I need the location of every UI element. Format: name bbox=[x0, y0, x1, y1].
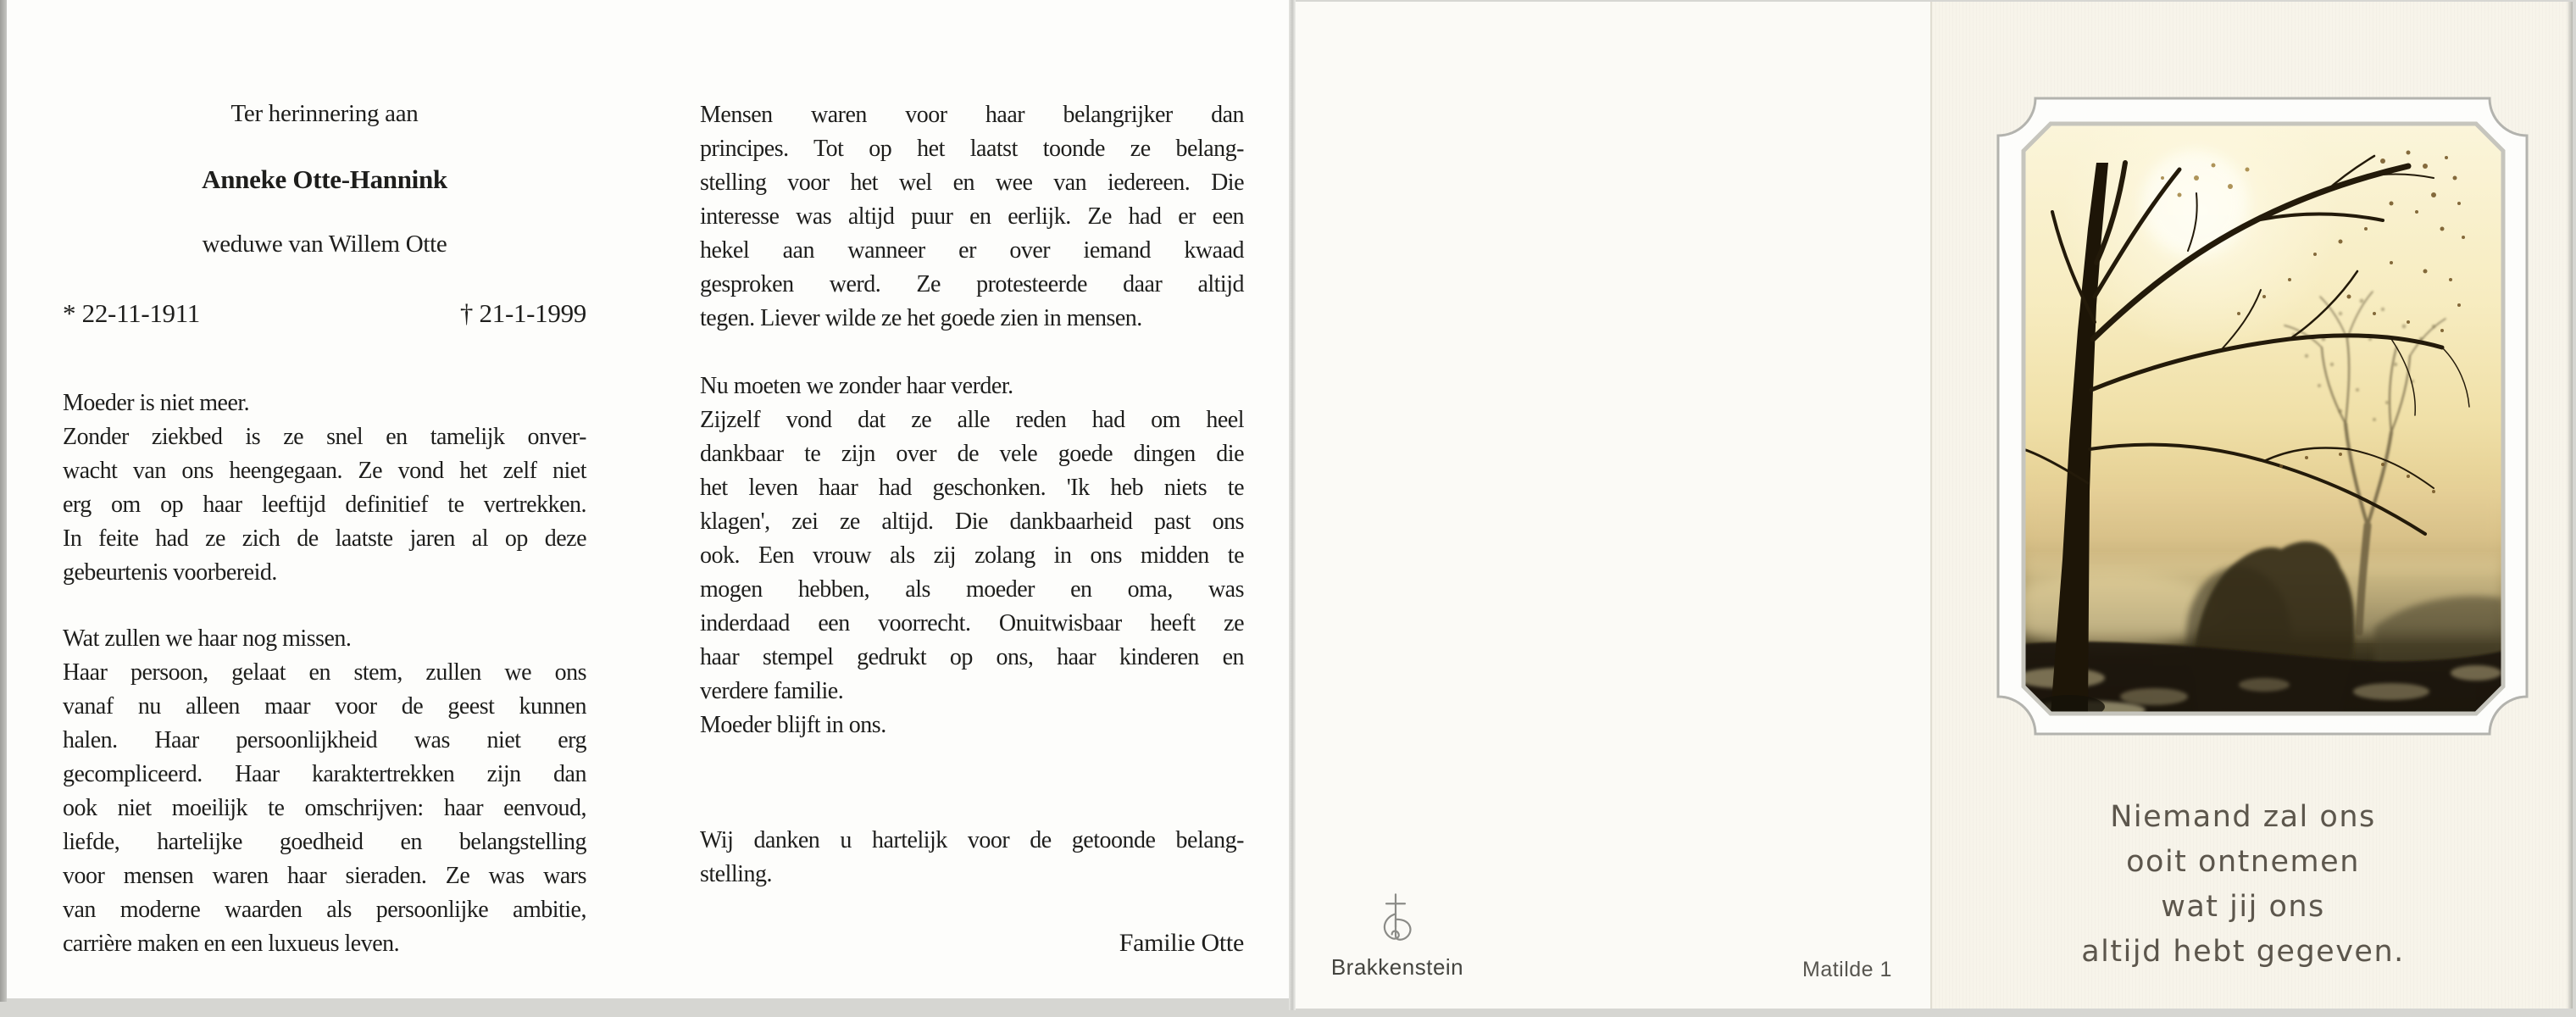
quote-line: Niemand zal ons bbox=[2110, 800, 2376, 834]
misty-trees-photo bbox=[1985, 85, 2540, 747]
text-line: klagen', zei ze altijd. Die dankbaarheid past ons bbox=[700, 508, 1244, 535]
text-line: inderdaad een voorrecht. Onuitwisbaar heeft ze bbox=[700, 610, 1244, 636]
text-line: gebeurtenis voorbereid. bbox=[63, 559, 277, 586]
scan-left-edge-shadow bbox=[0, 0, 7, 1002]
text-line: ook niet moeilijk te omschrijven: haar eenvoud, bbox=[63, 795, 586, 821]
family-signature: Familie Otte bbox=[1119, 929, 1244, 957]
text-line: liefde, hartelijke goedheid en belangstelling bbox=[63, 829, 586, 855]
text-line: vanaf nu alleen maar voor de geest kunnen bbox=[63, 693, 586, 720]
text-line: haar stempel gedrukt op ons, haar kinderen en bbox=[700, 644, 1244, 670]
cover-pages bbox=[1296, 2, 2573, 1009]
text-line: gesproken werd. Ze protesteerde daar altijd bbox=[700, 271, 1244, 297]
card-right-edge-shadow bbox=[2567, 2, 2573, 1009]
text-line: stelling voor het wel en wee van iedereen. Die bbox=[700, 170, 1244, 196]
text-line: Wat zullen we haar nog missen. bbox=[63, 625, 352, 652]
inside-left-column bbox=[63, 0, 586, 998]
page-seam bbox=[1289, 0, 1296, 1010]
paragraph-4 bbox=[700, 370, 1244, 742]
text-line: het leven haar had geschonken. 'Ik heb niets te bbox=[700, 475, 1244, 501]
text-line: mogen hebben, als moeder en oma, was bbox=[700, 576, 1244, 603]
death-date: † 21-1-1999 bbox=[459, 298, 586, 328]
text-line: ook. Een vrouw als zij zolang in ons midden te bbox=[700, 542, 1244, 569]
inside-right-column bbox=[700, 0, 1244, 998]
text-line: Moeder blijft in ons. bbox=[700, 712, 886, 738]
thanks-paragraph bbox=[700, 824, 1244, 892]
text-line: Zijzelf vond dat ze alle reden had om heel bbox=[700, 407, 1244, 433]
text-line: voor mensen waren haar sieraden. Ze was wars bbox=[63, 863, 586, 889]
text-line: stelling. bbox=[700, 861, 772, 887]
paragraph-2 bbox=[63, 622, 586, 961]
text-line: Haar persoon, gelaat en stem, zullen we ons bbox=[63, 659, 586, 686]
memorial-line: Ter herinnering aan bbox=[230, 100, 419, 127]
text-line: In feite had ze zich de laatste jaren al op deze bbox=[63, 525, 586, 552]
text-line: halen. Haar persoonlijkheid was niet erg bbox=[63, 727, 586, 753]
life-dates bbox=[63, 298, 586, 329]
quote-line: ooit ontnemen bbox=[2126, 845, 2360, 879]
text-line: hekel aan wanneer er over iemand kwaad bbox=[700, 237, 1244, 264]
front-cover-photo-frame bbox=[1985, 85, 2540, 752]
text-line: van moderne waarden als persoonlijke ambitie, bbox=[63, 897, 586, 923]
text-line: principes. Tot op het laatst toonde ze belang- bbox=[700, 136, 1244, 162]
quote-line: altijd hebt gegeven. bbox=[2081, 935, 2405, 969]
brakkenstein-monogram-icon bbox=[1371, 892, 1420, 949]
text-line: gecompliceerd. Haar karaktertrekken zijn dan bbox=[63, 761, 586, 787]
text-line: erg om op haar leeftijd definitief te vertrekken. bbox=[63, 492, 586, 518]
text-line: verdere familie. bbox=[700, 678, 844, 704]
birth-date: * 22-11-1911 bbox=[63, 298, 200, 328]
widow-line: weduwe van Willem Otte bbox=[202, 231, 447, 258]
front-cover-quote bbox=[1972, 795, 2514, 975]
inside-pages bbox=[7, 0, 1289, 998]
text-line: Nu moeten we zonder haar verder. bbox=[700, 373, 1013, 399]
deceased-name: Anneke Otte-Hannink bbox=[202, 164, 447, 194]
publisher-name: Brakkenstein bbox=[1330, 954, 1464, 980]
text-line: interesse was altijd puur en eerlijk. Ze had er een bbox=[700, 203, 1244, 230]
text-line: carrière maken en een luxueus leven. bbox=[63, 931, 400, 957]
paragraph-3 bbox=[700, 98, 1244, 336]
text-line: Mensen waren voor haar belangrijker dan bbox=[700, 102, 1244, 128]
text-line: Zonder ziekbed is ze snel en tamelijk onver- bbox=[63, 424, 586, 450]
model-number: Matilde 1 bbox=[1802, 958, 1892, 981]
text-line: dankbaar te zijn over de vele goede dingen die bbox=[700, 441, 1244, 467]
text-line: Wij danken u hartelijk voor de getoonde belang- bbox=[700, 827, 1244, 853]
paragraph-1 bbox=[63, 386, 586, 590]
text-line: tegen. Liever wilde ze het goede zien in mensen. bbox=[700, 305, 1142, 331]
text-line: Moeder is niet meer. bbox=[63, 390, 250, 416]
quote-line: wat jij ons bbox=[2161, 890, 2325, 924]
text-line: wacht van ons heengegaan. Ze vond het zelf niet bbox=[63, 458, 586, 484]
